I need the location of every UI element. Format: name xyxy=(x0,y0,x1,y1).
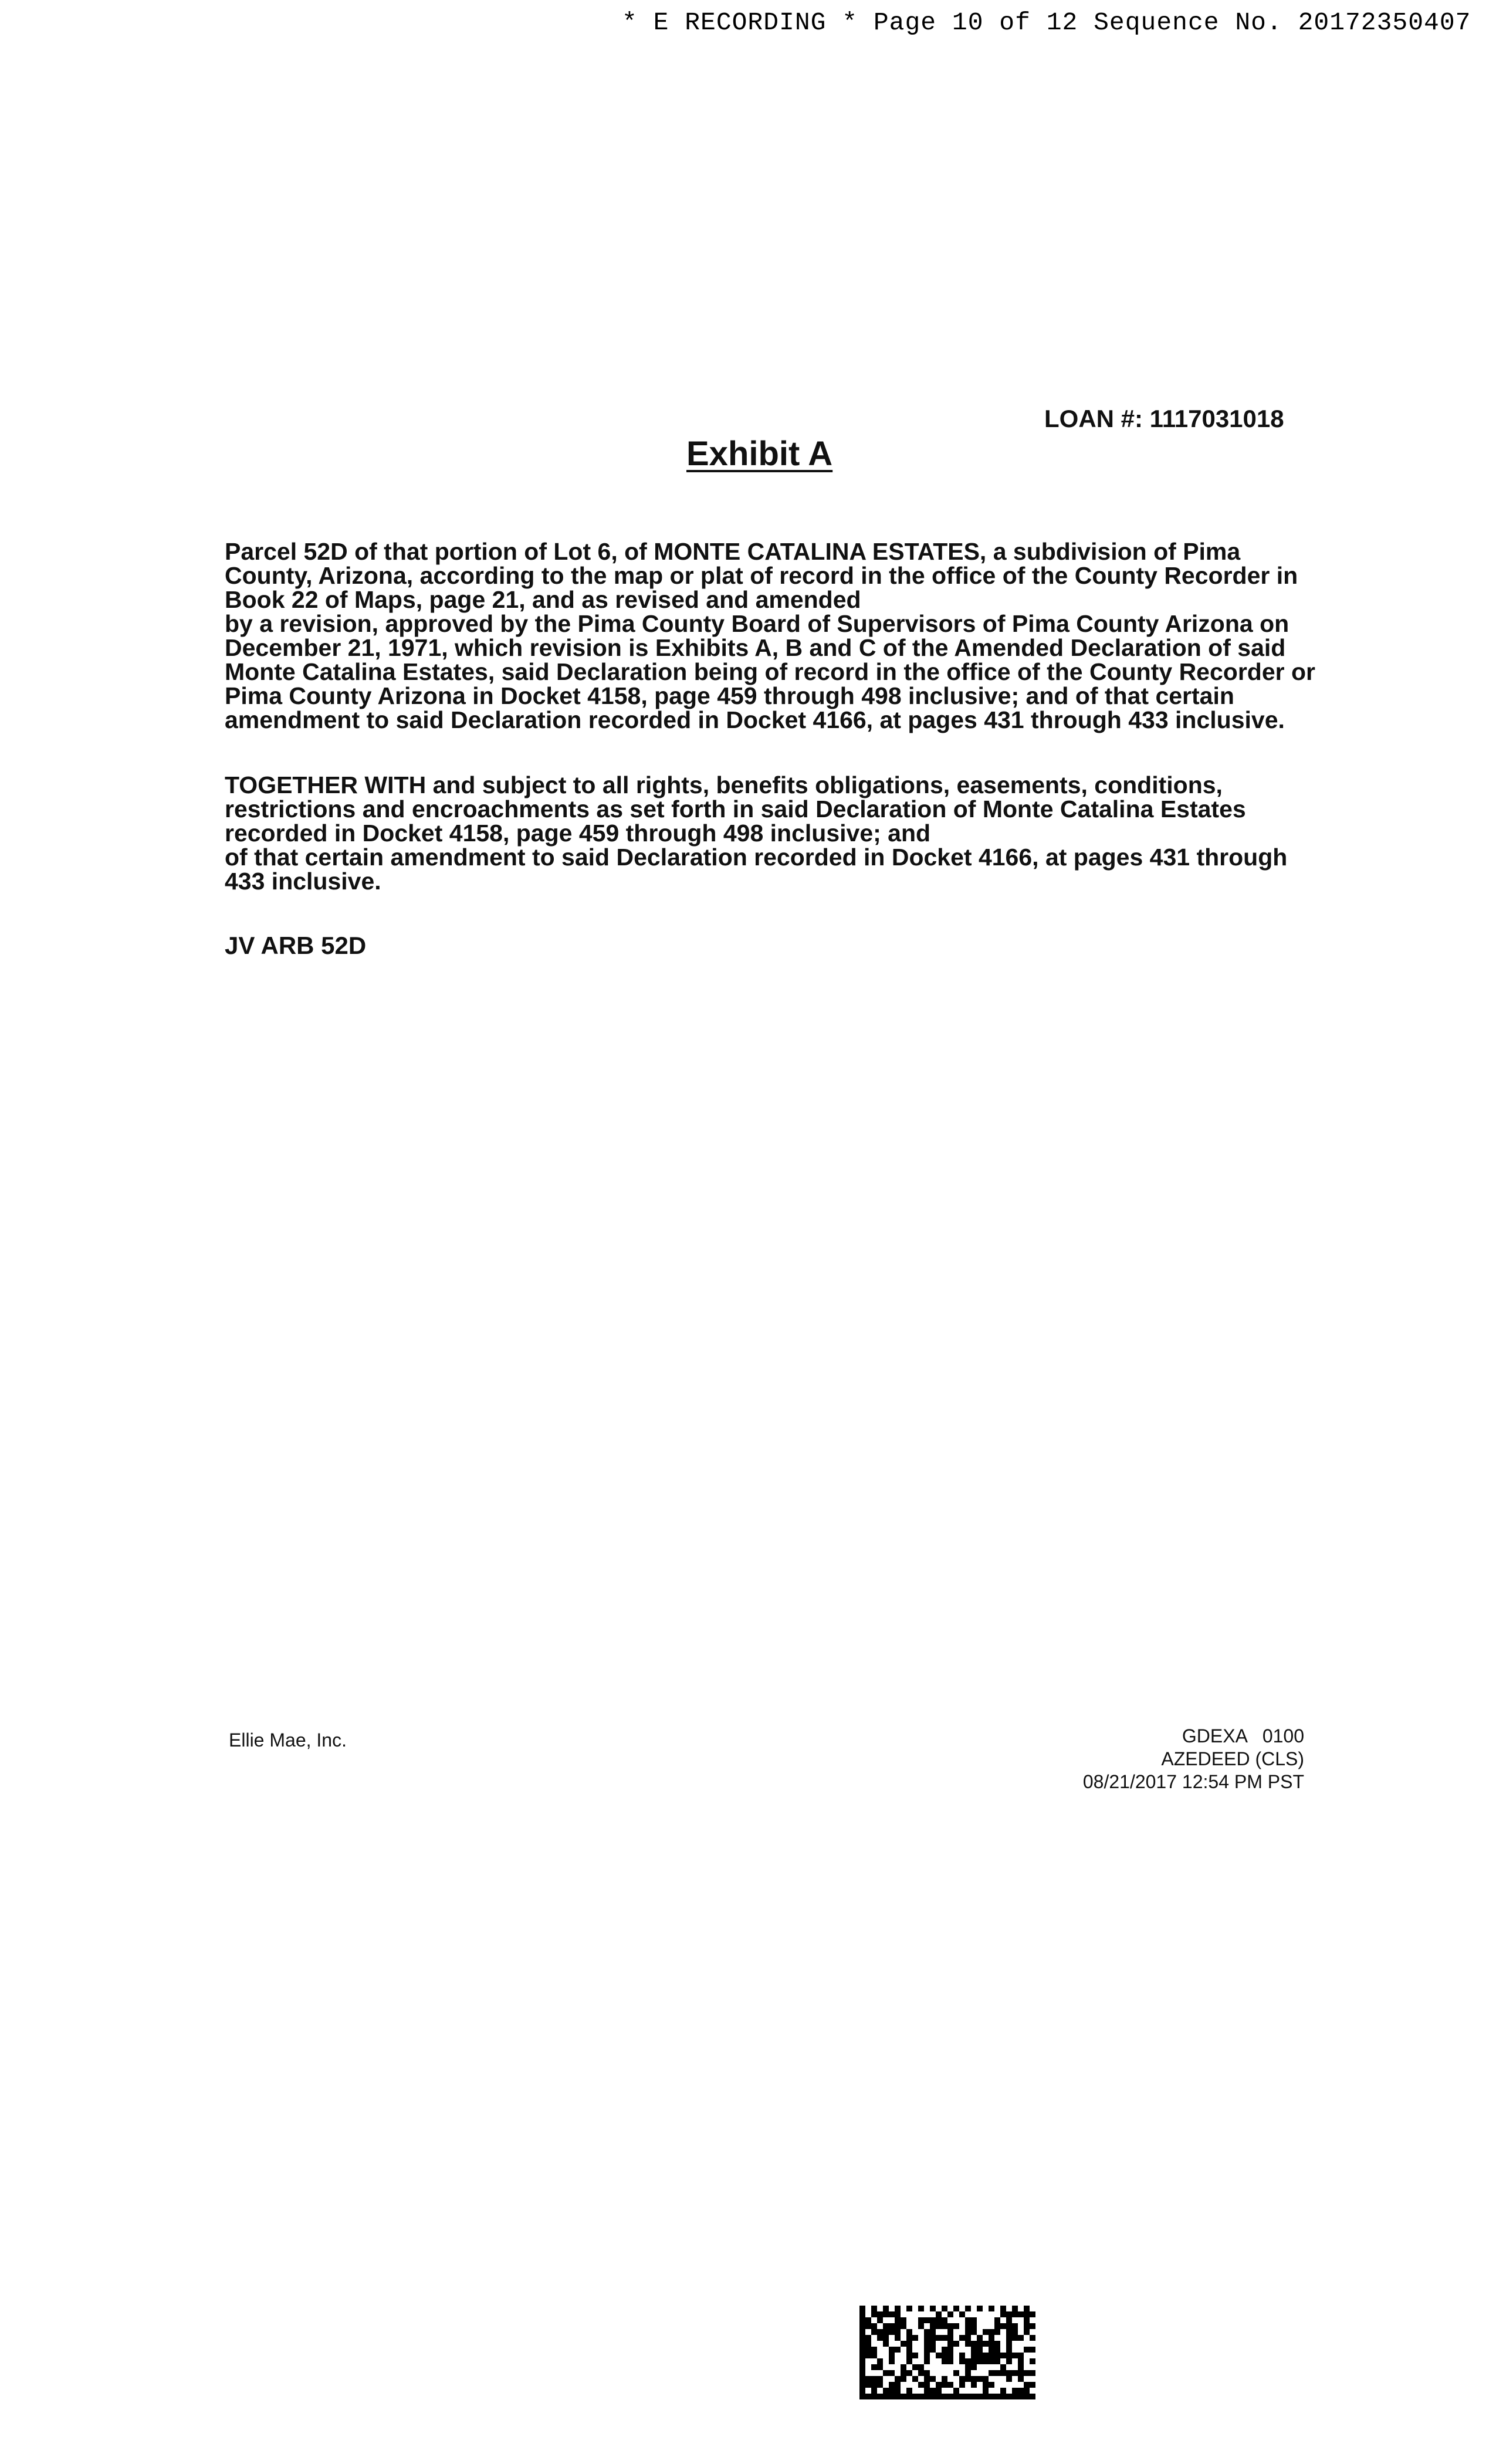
paragraph-line: Pima County Arizona in Docket 4158, page 459 through 498 inclusive; and of that certain xyxy=(225,682,1234,709)
paragraph-line: Book 22 of Maps, page 21, and as revised and amended xyxy=(225,586,861,613)
paragraph-line: recorded in Docket 4158, page 459 through 498 inclusive; and xyxy=(225,820,931,847)
exhibit-title: Exhibit A xyxy=(686,435,833,473)
paragraph-line: Parcel 52D of that portion of Lot 6, of MONTE CATALINA ESTATES, a subdivision of Pima xyxy=(225,538,1241,565)
recording-stamp: * E RECORDING * Page 10 of 12 Sequence No. 20172350407 xyxy=(622,8,1471,37)
parcel-description-paragraph xyxy=(225,540,1316,732)
paragraph-line: amendment to said Declaration recorded in Docket 4166, at pages 431 through 433 inclusive. xyxy=(225,706,1285,733)
jv-arb-label: JV ARB 52D xyxy=(225,932,367,959)
footer-company: Ellie Mae, Inc. xyxy=(229,1729,347,1751)
footer-form-name: AZEDEED (CLS) xyxy=(1161,1748,1304,1769)
together-with-paragraph xyxy=(225,773,1316,893)
footer-form-info xyxy=(1083,1725,1304,1793)
datamatrix-barcode-icon xyxy=(859,2306,1035,2399)
paragraph-line: Monte Catalina Estates, said Declaration being of record in the office of the County Recorder or xyxy=(225,658,1315,685)
loan-number: LOAN #: 1117031018 xyxy=(1044,405,1284,432)
paragraph-line: 433 inclusive. xyxy=(225,868,381,895)
paragraph-line: County, Arizona, according to the map or plat of record in the office of the County Recorder in xyxy=(225,562,1298,589)
paragraph-line: of that certain amendment to said Declaration recorded in Docket 4166, at pages 431 through xyxy=(225,844,1288,871)
paragraph-line: December 21, 1971, which revision is Exhibits A, B and C of the Amended Declaration of said xyxy=(225,634,1286,661)
paragraph-line: restrictions and encroachments as set forth in said Declaration of Monte Catalina Estates xyxy=(225,796,1246,823)
footer-form-code: GDEXA 0100 xyxy=(1182,1725,1304,1747)
paragraph-line: by a revision, approved by the Pima County Board of Supervisors of Pima County Arizona on xyxy=(225,610,1289,637)
paragraph-line: TOGETHER WITH and subject to all rights, benefits obligations, easements, conditions, xyxy=(225,771,1223,798)
footer-timestamp: 08/21/2017 12:54 PM PST xyxy=(1082,1771,1304,1792)
